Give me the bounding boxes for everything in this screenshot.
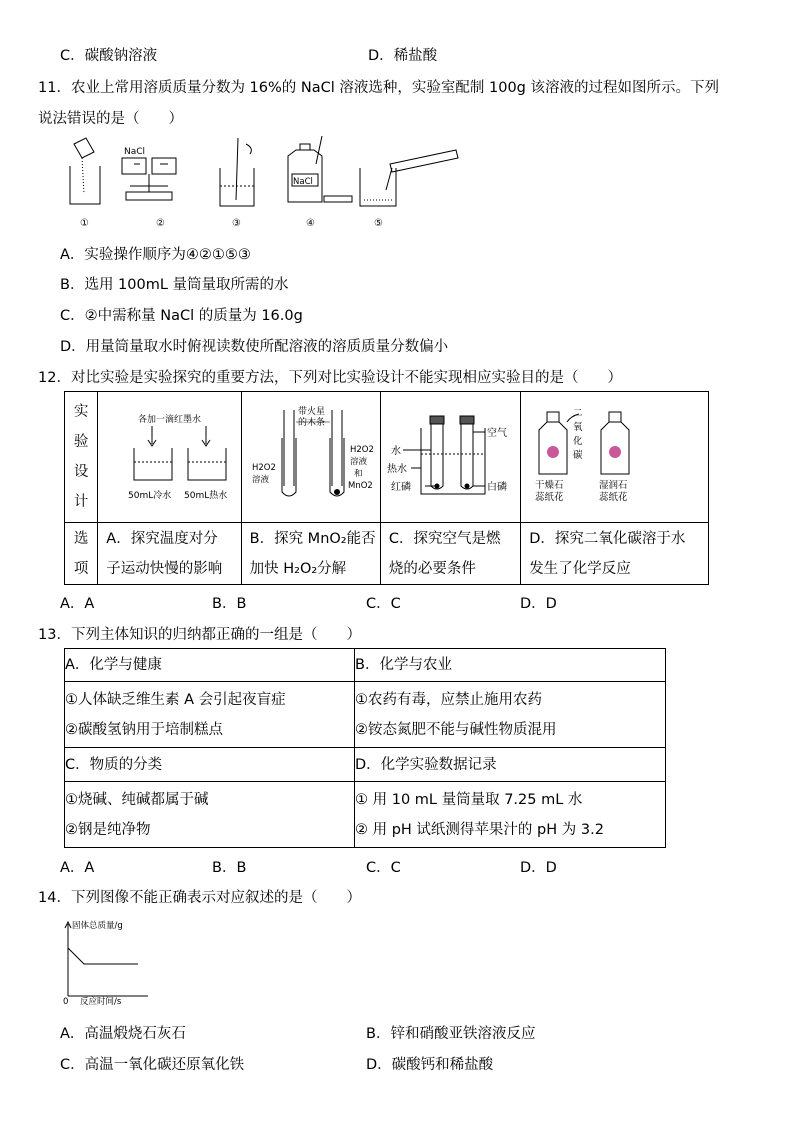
q12-answer-d: D．D: [520, 596, 557, 612]
q10-option-d: D．稀盐酸: [368, 48, 438, 64]
q11-stem-line1: 11．农业上常用溶质质量分数为 16%的 NaCl 溶液选种，实验室配制 100g 该溶液的过程如图所示。下列: [38, 80, 719, 96]
q12-design-d: [521, 392, 709, 523]
svg-text:溶液: 溶液: [349, 457, 367, 467]
q12-design-c-figure: [381, 392, 519, 518]
q12-design-b: [241, 392, 380, 523]
q12-design-b-figure: [242, 392, 379, 518]
svg-text:化: 化: [573, 436, 583, 447]
q11-step1-beaker: [70, 138, 100, 204]
q14-curve: [68, 948, 138, 964]
svg-text:50mL热水: 50mL热水: [184, 491, 228, 501]
svg-text:溶液: 溶液: [251, 475, 269, 485]
q11-stem-line2: 说法错误的是（ ）: [38, 111, 183, 127]
q13-a-title: A．化学与健康: [65, 649, 355, 682]
q13-answer-c: C．C: [366, 860, 401, 876]
q11-step2-balance: [122, 158, 176, 200]
svg-text:H2O2: H2O2: [251, 463, 276, 473]
svg-text:碳: 碳: [573, 450, 583, 461]
q12-design-header: 实 验 设 计: [65, 392, 98, 523]
q12-choice-c: C．探究空气是燃 烧的必要条件: [380, 523, 520, 585]
q14-origin: 0: [63, 997, 69, 1006]
q13-knowledge-table: [64, 648, 666, 848]
svg-text:各加一滴红墨水: 各加一滴红墨水: [138, 415, 202, 425]
q11-option-b: B．选用 100mL 量筒量取所需的水: [60, 277, 289, 293]
q13-b-title: B．化学与农业: [355, 649, 666, 682]
q14-graph: [58, 914, 158, 1006]
svg-text:红磷: 红磷: [390, 482, 411, 493]
q14-option-a: A．高温煅烧石灰石: [60, 1026, 186, 1042]
q11-procedure-figure: [60, 134, 470, 232]
q12-choice-a: A．探究温度对分 子运动快慢的影响: [98, 523, 241, 585]
q12-choice-d: D．探究二氧化碳溶于水 发生了化学反应: [521, 523, 709, 585]
svg-text:MnO2: MnO2: [347, 481, 373, 491]
q11-nacl-label: NaCl: [124, 147, 146, 157]
svg-text:的木条: 的木条: [297, 418, 325, 428]
svg-text:白磷: 白磷: [486, 482, 507, 493]
q11-step-label: ⑤: [374, 218, 383, 229]
q14-option-d: D．碳酸钙和稀盐酸: [366, 1057, 494, 1073]
q14-option-c: C．高温一氧化碳还原氧化铁: [60, 1057, 245, 1073]
q11-option-c: C．②中需称量 NaCl 的质量为 16.0g: [60, 308, 303, 324]
svg-text:空气: 空气: [486, 428, 507, 439]
q13-answer-a: A．A: [60, 860, 95, 876]
q12-choice-b: B．探究 MnO₂能否 加快 H₂O₂分解: [241, 523, 380, 585]
q13-c-items: ①烧碱、纯碱都属于碱 ②钢是纯净物: [65, 782, 355, 848]
svg-text:二: 二: [573, 408, 583, 419]
svg-text:水: 水: [390, 446, 401, 457]
q11-step-label: ③: [232, 218, 241, 229]
q11-option-a: A．实验操作顺序为④②①⑤③: [60, 247, 251, 263]
q12-choice-header: 选 项: [65, 523, 98, 585]
q14-ylabel: 固体总质量/g: [72, 921, 123, 931]
q13-a-items: ①人体缺乏维生素 A 会引起夜盲症 ②碳酸氢钠用于培制糕点: [65, 682, 355, 748]
svg-text:湿润石: 湿润石: [599, 480, 628, 491]
q13-b-items: ①农药有毒，应禁止施用农药 ②铵态氮肥不能与碱性物质混用: [355, 682, 666, 748]
q11-step4-reagent-bottle: [288, 136, 352, 202]
q13-answer-b: B．B: [212, 860, 247, 876]
q13-d-items: ① 用 10 mL 量筒量取 7.25 mL 水 ② 用 pH 试纸测得苹果汁的 pH 为 3.2: [355, 782, 666, 848]
q11-step-label: ②: [156, 218, 165, 229]
q12-answer-a: A．A: [60, 596, 95, 612]
svg-text:50mL冷水: 50mL冷水: [128, 491, 172, 501]
q13-c-title: C．物质的分类: [65, 748, 355, 782]
q12-design-a: [98, 392, 241, 523]
svg-text:H2O2: H2O2: [349, 445, 374, 455]
q12-stem: 12．对比实验是实验探究的重要方法，下列对比实验设计不能实现相应实验目的是（ ）: [38, 370, 622, 386]
svg-text:带火星: 带火星: [297, 407, 325, 417]
q11-step3-stirring: [220, 138, 254, 206]
q13-stem: 13．下列主体知识的归纳都正确的一组是（ ）: [38, 627, 361, 643]
q11-step-label: ④: [306, 218, 315, 229]
q11-step5-pouring-water: [360, 150, 458, 206]
svg-text:干燥石: 干燥石: [535, 480, 564, 491]
q10-option-c: C．碳酸钠溶液: [60, 48, 158, 64]
q11-step-label: ①: [80, 218, 89, 229]
q11-nacl-bottle-label: NaCl: [293, 177, 313, 187]
q12-design-c: [380, 392, 520, 523]
q12-experiment-table: [64, 391, 709, 585]
q12-design-a-figure: [98, 392, 239, 518]
q13-d-title: D．化学实验数据记录: [355, 748, 666, 782]
q11-option-d: D．用量筒量取水时俯视读数使所配溶液的溶质质量分数偏小: [60, 339, 449, 355]
q12-design-d-figure: [521, 392, 706, 518]
svg-text:蕊纸花: 蕊纸花: [535, 492, 564, 503]
svg-text:蕊纸花: 蕊纸花: [599, 492, 628, 503]
q12-answer-b: B．B: [212, 596, 247, 612]
svg-text:热水: 热水: [386, 464, 407, 475]
q14-stem: 14．下列图像不能正确表示对应叙述的是（ ）: [38, 890, 361, 906]
q14-option-b: B．锌和硝酸亚铁溶液反应: [366, 1026, 536, 1042]
q14-xlabel: 反应时间/s: [80, 997, 122, 1006]
q12-answer-c: C．C: [366, 596, 401, 612]
svg-text:和: 和: [353, 469, 363, 479]
svg-text:氧: 氧: [573, 422, 583, 433]
q13-answer-d: D．D: [520, 860, 557, 876]
